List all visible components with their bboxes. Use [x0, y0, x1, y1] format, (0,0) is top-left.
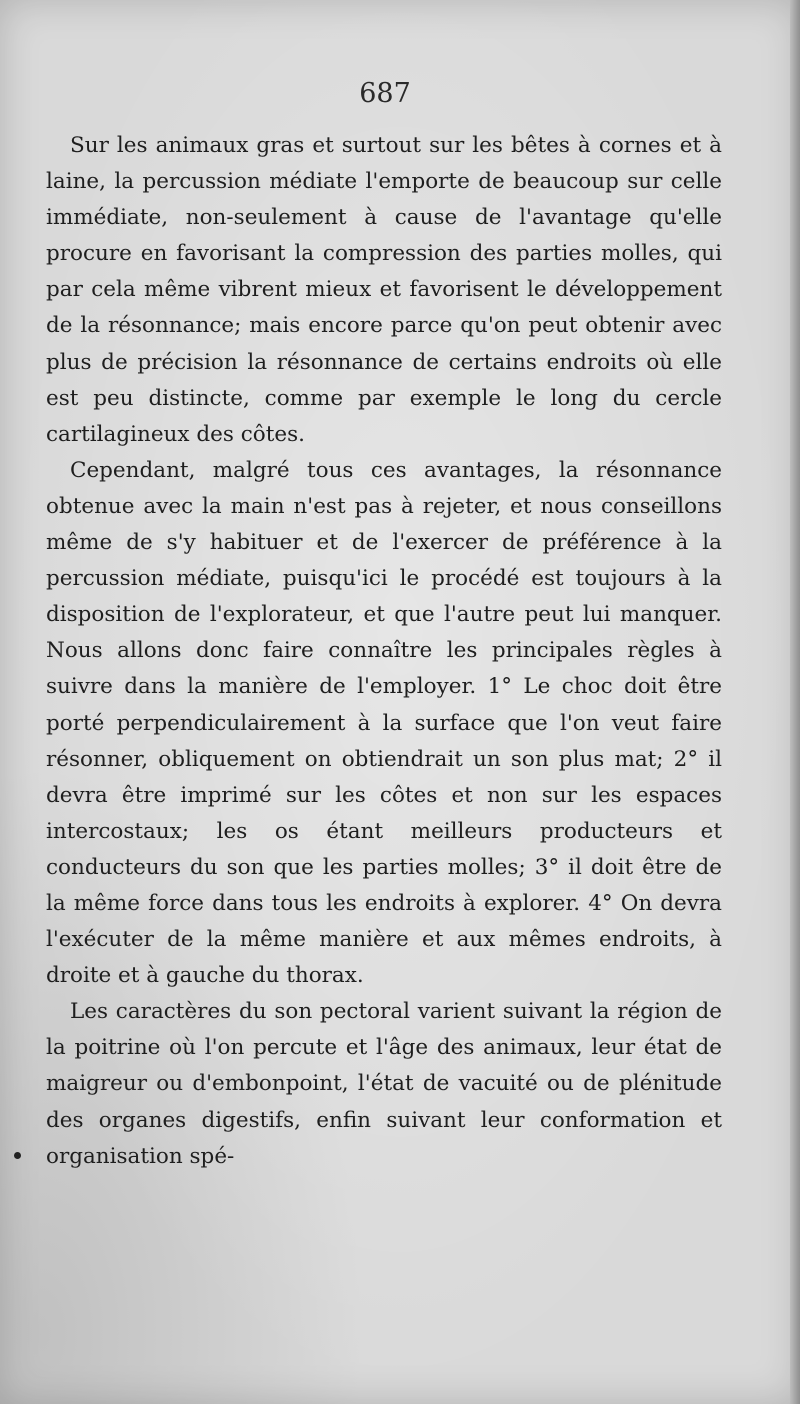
body-text [46, 128, 722, 1175]
paragraph: Cependant, malgré tous ces avantages, la résonnance obtenue avec la main n'est pas à rejeter, et nous conseillons même de s'y habituer et de l'exercer de préférence à la percussion médiate, puisqu'ici le procédé est toujours à la disposition de l'explorateur, et que l'autre peut lui manquer. Nous allons donc faire connaître les principales règles à suivre dans la manière de l'employer. 1° Le choc doit être porté perpendiculairement à la surface que l'on veut faire résonner, obliquement on obtiendrait un son plus mat; 2° il devra être imprimé sur les côtes et non sur les espaces intercostaux; les os étant meilleurs producteurs et conducteurs du son que les parties molles; 3° il doit être de la même force dans tous les endroits à explorer. 4° On devra l'exécuter de la même manière et aux mêmes endroits, à droite et à gauche du thorax. [46, 457, 722, 989]
paragraph: Sur les animaux gras et surtout sur les bêtes à cornes et à laine, la percussion médiate l'emporte de beaucoup sur celle immédiate, non-seulement à cause de l'avantage qu'elle procure en favorisant la compression des parties molles, qui par cela même vibrent mieux et favorisent le développement de la résonnance; mais encore parce qu'on peut obtenir avec plus de précision la résonnance de certains endroits où elle est peu distincte, comme par exemple le long du cercle cartilagineux des côtes. [46, 133, 722, 447]
paragraph: Les caractères du son pectoral varient suivant la région de la poitrine où l'on percute et l'âge des animaux, leur état de maigreur ou d'embonpoint, l'état de vacuité ou de plénitude des organes digestifs, enfin suivant leur conformation et organisation spé- [46, 999, 722, 1169]
page-number: 687 [359, 78, 411, 109]
ink-speck [14, 1152, 21, 1159]
page-edge [790, 0, 800, 1404]
